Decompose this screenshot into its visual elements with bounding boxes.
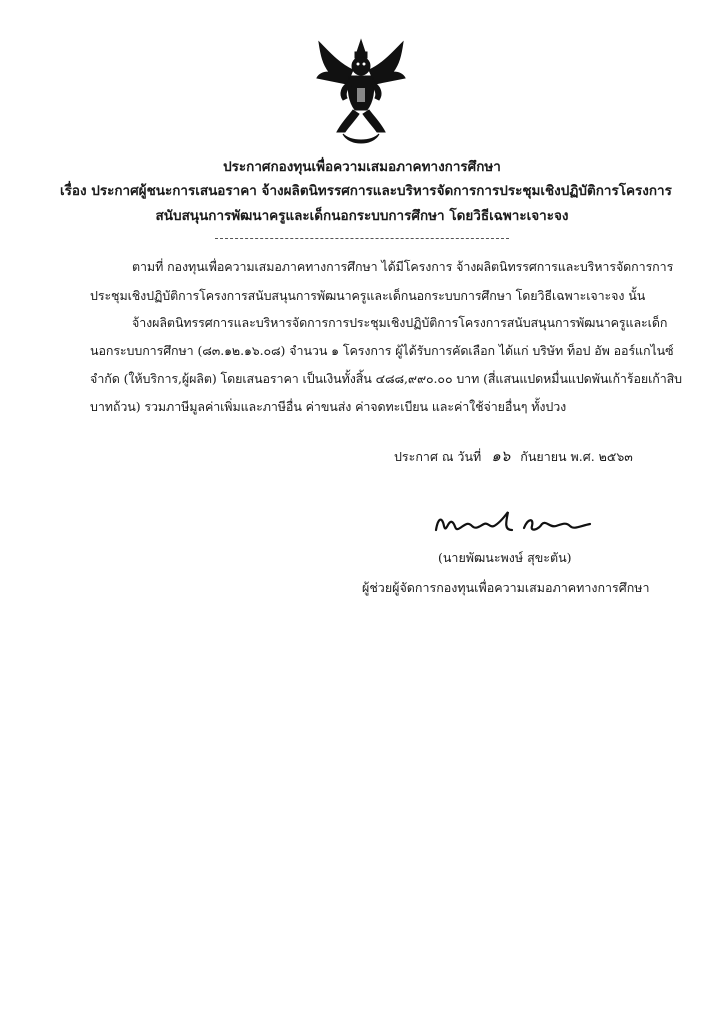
announcement-subject-line: เรื่อง ประกาศผู้ชนะการเสนอราคา จ้างผลิตนิทรรศการและบริหารจัดการการประชุมเชิงปฏิบัติการโครงการ	[60, 183, 672, 199]
paragraph-1-line-1: ตามที่ กองทุนเพื่อความเสมอภาคทางการศึกษา ได้มีโครงการ จ้างผลิตนิทรรศการและบริหารจัดการการ	[132, 259, 674, 274]
paragraph-2-line-1: จ้างผลิตนิทรรศการและบริหารจัดการการประชุมเชิงปฏิบัติการโครงการสนับสนุนการพัฒนาครูและเด็ก	[132, 315, 668, 330]
announce-prefix: ประกาศ ณ วันที่	[394, 449, 482, 464]
signer-name: (นายพัฒนะพงษ์ สุขะตัน)	[438, 550, 572, 565]
paragraph-2-line-2: นอกระบบการศึกษา (๘๓.๑๒.๑๖.๐๘) จำนวน ๑ โครงการ ผู้ได้รับการคัดเลือก ได้แก่ บริษัท ท็อป อัพ ออร์แกไนซ์	[90, 343, 674, 358]
announce-month-year: กันยายน พ.ศ. ๒๕๖๓	[520, 449, 633, 464]
announce-day: ๑๖	[491, 447, 511, 465]
garuda-emblem-icon	[313, 38, 409, 148]
paragraph-2-line-4: บาทถ้วน) รวมภาษีมูลค่าเพิ่มและภาษีอื่น ค่าขนส่ง ค่าจดทะเบียน และค่าใช้จ่ายอื่นๆ ทั้งปวง	[90, 399, 567, 414]
announcement-subject-line-2: สนับสนุนการพัฒนาครูและเด็กนอกระบบการศึกษา โดยวิธีเฉพาะเจาะจง	[155, 208, 569, 224]
announcement-date	[394, 444, 633, 468]
paragraph-2-line-3: จำกัด (ให้บริการ,ผู้ผลิต) โดยเสนอราคา เป็นเงินทั้งสิ้น ๔๘๘,๙๙๐.๐๐ บาท (สี่แสนแปดหมื่นแปดพันเก้าร้อยเก้าสิบ	[90, 371, 683, 386]
signer-title: ผู้ช่วยผู้จัดการกองทุนเพื่อความเสมอภาคทางการศึกษา	[362, 580, 650, 595]
signature-image	[432, 508, 594, 540]
heading-divider	[215, 238, 509, 239]
paragraph-1-line-2: ประชุมเชิงปฏิบัติการโครงการสนับสนุนการพัฒนาครูและเด็กนอกระบบการศึกษา โดยวิธีเฉพาะเจาะจง นั้น	[90, 288, 646, 303]
announcement-agency-line: ประกาศกองทุนเพื่อความเสมอภาคทางการศึกษา	[223, 159, 501, 175]
